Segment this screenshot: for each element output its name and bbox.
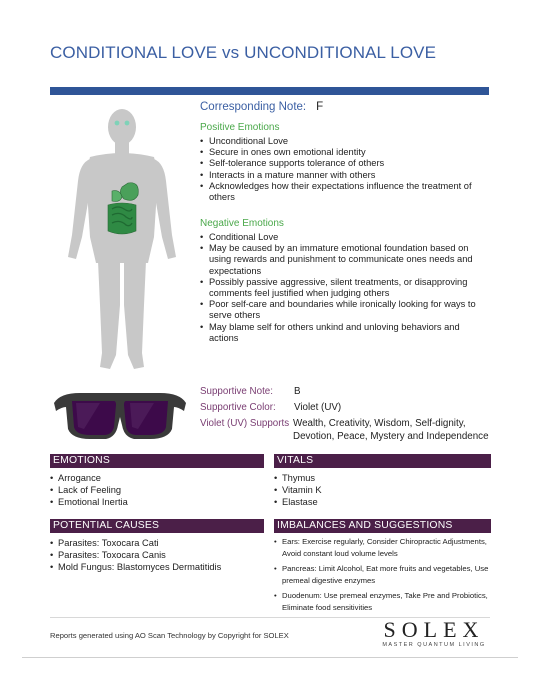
solex-logo bbox=[378, 617, 490, 649]
title-divider-bar bbox=[50, 87, 489, 95]
list-item: • Parasites: Toxocara Canis bbox=[50, 549, 265, 561]
list-item: • Vitamin K bbox=[274, 484, 484, 496]
supportive-note bbox=[200, 386, 301, 397]
list-item: • Poor self-care and boundaries while ironically looking for ways to serve others bbox=[200, 299, 485, 321]
emotions-list bbox=[50, 472, 260, 508]
logo-wordmark: SOLEX bbox=[383, 617, 485, 642]
list-item: • Unconditional Love bbox=[200, 136, 485, 147]
corresponding-note-value: F bbox=[316, 101, 324, 113]
vitals-list bbox=[274, 472, 484, 508]
supportive-color bbox=[200, 402, 341, 413]
violet-supports-value: Wealth, Creativity, Wisdom, Self-dignity, Devotion, Peace, Mystery and Independence bbox=[293, 418, 489, 442]
list-item: • Arrogance bbox=[50, 472, 260, 484]
page-title: CONDITIONAL LOVE vs UNCONDITIONAL LOVE bbox=[50, 43, 437, 62]
corresponding-note bbox=[200, 101, 323, 113]
list-item: • Parasites: Toxocara Cati bbox=[50, 537, 265, 549]
imbalances-heading: IMBALANCES AND SUGGESTIONS bbox=[274, 519, 491, 533]
logo-tagline: MASTER QUANTUM LIVING bbox=[382, 642, 486, 648]
list-item: • Secure in ones own emotional identity bbox=[200, 147, 485, 158]
list-item: • Emotional Inertia bbox=[50, 496, 260, 508]
list-item: • Ears: Exercise regularly, Consider Chiropractic Adjustments, Avoid constant loud volume levels bbox=[274, 536, 492, 559]
potential-causes-heading: POTENTIAL CAUSES bbox=[50, 519, 264, 533]
violet-supports-label-row bbox=[200, 418, 289, 429]
list-item: • Possibly passive aggressive, silent treatments, or disapproving comments feel justified when judging others bbox=[200, 277, 485, 299]
list-item: • Conditional Love bbox=[200, 232, 485, 243]
violet-supports-label: Violet (UV) Supports bbox=[200, 418, 290, 429]
supportive-note-value: B bbox=[294, 386, 301, 397]
list-item: • Interacts in a mature manner with others bbox=[200, 170, 485, 181]
potential-causes-list bbox=[50, 537, 265, 573]
list-item: • Self-tolerance supports tolerance of others bbox=[200, 158, 485, 169]
list-item: • Pancreas: Limit Alcohol, Eat more fruits and vegetables, Use premeal digestive enzymes bbox=[274, 563, 492, 586]
violet-glasses-image bbox=[50, 383, 190, 445]
negative-emotions-list bbox=[200, 232, 485, 344]
list-item: • May blame self for others unkind and unloving behaviors and actions bbox=[200, 322, 485, 344]
list-item: • Duodenum: Use premeal enzymes, Take Pre and Probiotics, Eliminate food sensitivities bbox=[274, 590, 492, 613]
positive-emotions-heading: Positive Emotions bbox=[200, 122, 280, 133]
supportive-note-label: Supportive Note: bbox=[200, 386, 273, 397]
corresponding-note-label: Corresponding Note: bbox=[200, 101, 307, 113]
list-item: • Mold Fungus: Blastomyces Dermatitidis bbox=[50, 561, 265, 573]
vitals-heading: VITALS bbox=[274, 454, 491, 468]
human-body-figure bbox=[62, 105, 192, 375]
list-item: • May be caused by an immature emotional foundation based on using rewards and punishment to communicate ones needs and expectations bbox=[200, 243, 485, 277]
page-bottom-divider bbox=[22, 657, 518, 658]
list-item: • Elastase bbox=[274, 496, 484, 508]
emotions-heading: EMOTIONS bbox=[50, 454, 264, 468]
negative-emotions-heading: Negative Emotions bbox=[200, 218, 284, 229]
positive-emotions-list bbox=[200, 136, 485, 203]
list-item: • Lack of Feeling bbox=[50, 484, 260, 496]
imbalances-list bbox=[274, 536, 492, 617]
supportive-color-value: Violet (UV) bbox=[294, 402, 342, 413]
list-item: • Thymus bbox=[274, 472, 484, 484]
footer-copyright: Reports generated using AO Scan Technology by Copyright for SOLEX bbox=[50, 631, 289, 640]
list-item: • Acknowledges how their expectations influence the treatment of others bbox=[200, 181, 485, 203]
supportive-color-label: Supportive Color: bbox=[200, 402, 276, 413]
